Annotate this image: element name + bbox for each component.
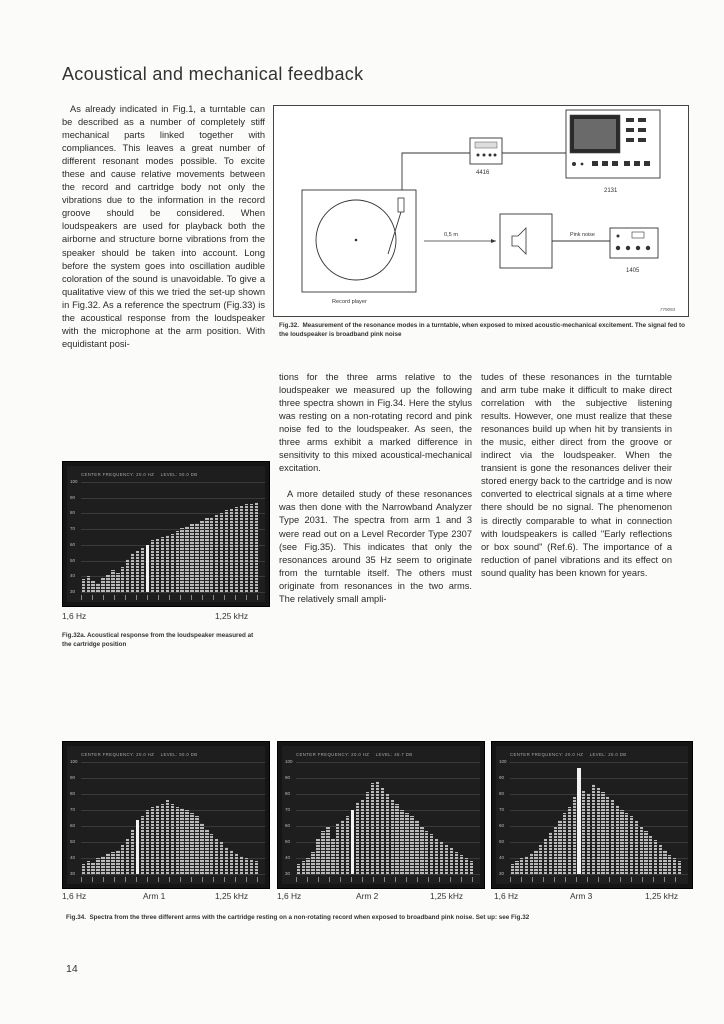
display-header: CENTER FREQUENCY: 20.0 HZ LEVEL: 45.7 DB [296,752,413,757]
spectrum-screen [67,746,265,884]
spectrum-bar [336,823,339,874]
spectrum-bar [210,517,213,592]
label-record-player: Record player [332,299,367,305]
spectrum-bar [126,559,129,592]
spectrum-bar [341,820,344,874]
label-1405: 1405 [626,268,640,274]
spectrum-bar [371,783,374,874]
spectrum-bar [116,573,119,592]
spectrum-bar [549,832,552,874]
generator-1405 [610,228,658,258]
spectrum-bar [668,855,671,874]
spectrum-bar [346,816,349,874]
arm2-label: Arm 2 [356,891,379,901]
spectrum-bar [255,861,258,874]
y-tick-label: 80 [499,791,505,796]
spectrum-bar [678,861,681,874]
spectrum-bar [171,534,174,592]
spectrum-bar [331,839,334,874]
display-header: CENTER FREQUENCY: 20.0 HZ LEVEL: 50.0 DB [81,752,198,757]
tonearm-base [398,198,404,212]
grid-line [296,762,480,763]
spectrum-bar [326,826,329,874]
y-tick-label: 90 [499,775,505,780]
spectrum-bar [391,800,394,874]
spectrum-bar [539,845,542,874]
spectrum-bar [82,864,85,874]
spectrum-bar [415,820,418,874]
spectrum-bar [245,504,248,592]
spectrum-bar [644,831,647,874]
spectrum-bar [465,858,468,874]
spectrum-bar [171,804,174,874]
spectrum-bar [101,856,104,874]
display-header: CENTER FREQUENCY: 20.0 HZ LEVEL: 50.0 DB [81,472,198,477]
body-text-column-1 [62,103,265,351]
spectrum-bar [151,807,154,874]
y-tick-label: 70 [499,807,505,812]
label-pink-noise: Pink noise [570,232,595,238]
spectrum-bar [161,537,164,592]
analyzer-4416 [470,138,502,164]
paragraph: tions for the three arms relative to the loudspeaker we measured up the following three spectra shown in Fig.34. Here the stylus was resting on a non-rotating record and pink noise fed to the loudspeaker. As seen, the three arms exhibit a marked difference in sensitivity to this mixed acoustical-mechanical excitation. [279,372,472,474]
spectrum-bar [230,509,233,592]
spectrum-bar [87,861,90,874]
y-tick-label: 30 [285,871,291,876]
y-tick-label: 100 [70,759,78,764]
spectrum-screen [282,746,480,884]
grid-line [81,482,265,483]
spectrum-bar [101,578,104,592]
spectrum-bar [106,853,109,874]
caption-text: Acoustical response from the loudspeaker measured at the cartridge position [62,632,254,648]
grid-line [81,874,265,875]
spectrum-bar [91,581,94,592]
measurement-setup-diagram [274,106,688,316]
paragraph: A more detailed study of these resonances was then done with the Narrowband Analyzer Type 2031. The spectra from arm 1 and 3 were read out on a Level Recorder Type 2307 (see Fig.35). This indicates that only the resonances around 35 Hz seem to originate from the turntable itself. The others must originate from resonances in the two arms. The relatively small ampli- [279,489,472,604]
frequency-tick-row [296,877,474,882]
y-tick-label: 30 [499,871,505,876]
y-tick-label: 80 [285,791,291,796]
spectrum-bar [366,792,369,874]
paragraph: tudes of these resonances in the turntable and arm tube make it difficult to make direct correlation with the subjective listening results. However, one must realize that these resonances build up when hit by transients in the music, either direct from the groove or indirect via the loudspeaker. When the transient is gone the resonances deliver their stored energy back to the cartridge and is now converted to electrical signals at a time where there should be no signal. The phenomenon is directly comparable to what in connection with loudspeakers is called "Early reflections or box sound" (Ref.6). The importance of a reduction of panel vibrations and its effect on sound quality has been known for years. [481,372,672,578]
y-tick-label: 50 [70,557,76,563]
display-header: CENTER FREQUENCY: 20.0 HZ LEVEL: 20.0 DB [510,752,627,757]
grid-line [510,874,688,875]
spectrum-bar [435,839,438,874]
y-tick-label: 60 [70,823,76,828]
spectrum-bar [361,800,364,874]
label-2131: 2131 [604,188,618,194]
spectrum-bar-highlighted [146,545,149,592]
fig32-diagram [273,105,689,317]
spectrum-bar [126,839,129,874]
spectrum-bar [235,507,238,592]
spectrum-bar [649,836,652,874]
spectrum-bar [592,784,595,874]
spectrum-bar [195,523,198,592]
fig32a-x-end: 1,25 kHz [215,611,249,621]
y-tick-label: 40 [70,573,76,579]
spectrum-bar [250,504,253,592]
spectrum-bar [470,861,473,874]
spectrum-bar [311,852,314,874]
frequency-tick-row [81,877,259,882]
spectrum-bar [176,807,179,874]
body-text-column-3 [481,371,672,580]
spectrum-bar [511,864,514,874]
analyzer-2131 [566,110,660,178]
spectrum-screen [67,466,265,602]
spectrum-bar [205,829,208,874]
spectrum-bar [400,810,403,874]
arm1-label: Arm 1 [143,891,166,901]
spectrum-bar [630,816,633,874]
y-tick-label: 60 [499,823,505,828]
grid-line [81,498,265,499]
arm2-x-end: 1,25 kHz [430,891,464,901]
spectrum-bar [235,853,238,874]
spectrum-bar [225,510,228,592]
y-tick-label: 50 [70,839,76,844]
spectrum-bar [215,839,218,874]
spectrum-bar [210,834,213,874]
spectrum-bar [156,539,159,592]
spectrum-bar [440,842,443,874]
y-tick-label: 70 [285,807,291,812]
fig32a-caption [62,631,262,649]
spectrum-bar [640,826,643,874]
spectrum-bar [200,823,203,874]
spectrum-bar [220,842,223,874]
spectrum-bar [185,526,188,592]
grid-line [510,778,688,779]
spectrum-bar [460,855,463,874]
y-tick-label: 50 [499,839,505,844]
caption-text: Measurement of the resonance modes in a turntable, when exposed to mixed acoustic-mechanical excitement. The signal fed to the loudspeaker is broadband pink noise [279,322,685,338]
spectrum-bar [96,583,99,592]
caption-label: Fig.34. [66,914,86,921]
grid-line [81,778,265,779]
spectrum-bar [121,845,124,874]
spectrum-bar [376,781,379,874]
spectrum-bar [597,788,600,874]
fig34-caption [66,913,691,922]
spectrum-bar [534,850,537,874]
spectrum-bar [141,548,144,592]
arm2-x-start: 1,6 Hz [277,891,302,901]
spectrum-bar [146,810,149,874]
caption-text: Spectra from the three different arms with the cartridge resting on a non-rotating record when exposed to broadband pink noise. Set up: see Fig.32 [89,914,530,921]
spectrum-bar [180,808,183,874]
spectrum-bar [616,805,619,874]
spectrum-bar [611,800,614,874]
spectrum-bar [654,840,657,874]
spectrum-bar [445,845,448,874]
spectrum-bar [240,506,243,592]
spectrum-bar [515,861,518,874]
spectrum-bar [587,794,590,874]
y-tick-label: 90 [285,775,291,780]
y-tick-label: 70 [70,526,76,532]
spectrum-bar [544,839,547,874]
body-text-column-2 [279,371,472,606]
spectrum-bar [568,807,571,874]
y-tick-label: 90 [70,775,76,780]
spectrum-bar [190,813,193,874]
arm1-x-end: 1,25 kHz [215,891,249,901]
spectrum-bar [96,858,99,874]
fig34-arm3-spectrum-display [491,741,693,889]
spectrum-bar [450,848,453,874]
spectrum-bar [635,821,638,874]
spectrum-bar [297,864,300,874]
spectrum-bar [151,540,154,592]
caption-label: Fig.32a. [62,632,86,639]
grid-line [81,794,265,795]
spectrum-bar [176,531,179,592]
spectrum-bar [87,576,90,592]
y-tick-label: 80 [70,510,76,516]
fig32-caption [279,321,685,339]
spectrum-bar [573,797,576,874]
spectrum-bar [520,858,523,874]
spectrum-bar [215,515,218,592]
y-tick-label: 40 [285,855,291,860]
spectrum-bar [386,794,389,874]
spectrum-bar [121,567,124,592]
spectrum-bar [606,796,609,874]
spectrum-bar [381,788,384,874]
page-title: Acoustical and mechanical feedback [62,64,364,84]
spectrum-bar [601,792,604,874]
figure-reference: 779093 [660,307,676,312]
spectrum-bar [620,810,623,874]
frequency-tick-row [81,595,259,600]
grid-line [296,874,480,875]
spectrum-bar [205,518,208,592]
spectrum-bar [558,820,561,874]
y-tick-label: 50 [285,839,291,844]
spectrum-bar [180,528,183,592]
y-tick-label: 40 [70,855,76,860]
spectrum-bar [425,831,428,874]
spectrum-bar [420,826,423,874]
fig34-arm2-spectrum-display [277,741,485,889]
spectrum-bar [190,524,193,592]
label-4416: 4416 [476,170,490,176]
spectrum-bar [563,813,566,874]
arm3-x-start: 1,6 Hz [494,891,519,901]
spectrum-bar [663,850,666,874]
spectrum-bar [245,858,248,874]
y-tick-label: 60 [70,541,76,547]
grid-line [296,778,480,779]
spectrum-bar-highlighted [351,810,354,874]
spectrum-bar [131,553,134,592]
spectrum-bar [185,810,188,874]
spectrum-bar [230,850,233,874]
spectrum-bar [255,502,258,592]
grid-line [510,762,688,763]
spectrum-bar [111,852,114,874]
spectrum-bar [225,847,228,874]
y-tick-label: 60 [285,823,291,828]
spectrum-bar [141,816,144,874]
y-tick-label: 90 [70,494,76,500]
y-tick-label: 30 [70,871,76,876]
spectrum-bar [302,861,305,874]
spectrum-bar [410,816,413,874]
y-tick-label: 100 [499,759,507,764]
spectrum-bar [200,521,203,592]
y-tick-label: 30 [70,589,76,594]
spectrum-screen [496,746,688,884]
spectrum-bar [659,845,662,874]
spectrum-bar [195,816,198,874]
spectrum-bar [156,805,159,874]
spectrum-bar [356,802,359,874]
spectrum-bar [220,513,223,592]
spectrum-bar [673,858,676,874]
grid-line [81,592,265,593]
spectrum-bar [116,850,119,874]
spectrum-bar [306,858,309,874]
spectrum-bar [554,826,557,874]
spectrum-bar [131,829,134,874]
y-tick-label: 40 [499,855,505,860]
spectrum-bar [136,551,139,592]
spectrum-bar-highlighted [577,768,580,874]
paragraph: As already indicated in Fig.1, a turntable can be described as a number of completely stiff mechanical parts linked together with compliances. This leaves a great number of different resonant modes possible. To excite these and cause relative movements between the record and cartridge body not only the vibrations due to the information in the record groove should be considered. When loudspeakers are used for playback both the airborne and structure borne vibrations from the speaker should be taken into account. Long before the system goes into oscillation audible coloration of the sound is unavoidable. To give a qualitative view of this we tried the set-up shown in Fig.32. As a reference the spectrum (Fig.33) is the acoustical response from the loudspeaker with the microphone at the arm position. With equidistant posi- [62,104,265,349]
spectrum-bar [455,852,458,874]
spectrum-bar [316,839,319,874]
spectrum-bar [530,853,533,874]
frequency-tick-row [510,877,682,882]
y-tick-label: 100 [70,479,78,484]
arm1-x-start: 1,6 Hz [62,891,87,901]
spectrum-bar [161,804,164,874]
fig32a-x-start: 1,6 Hz [62,611,87,621]
spectrum-bar [166,535,169,592]
arm3-x-end: 1,25 kHz [645,891,679,901]
spectrum-bar [625,813,628,874]
spectrum-bar [405,813,408,874]
arm3-label: Arm 3 [570,891,593,901]
y-tick-label: 100 [285,759,293,764]
label-distance: 0,5 m [444,232,458,238]
y-tick-label: 80 [70,791,76,796]
spectrum-bar [582,791,585,874]
fig32a-spectrum-display [62,461,270,607]
spectrum-bar [430,834,433,874]
fig34-arm1-spectrum-display [62,741,270,889]
spectrum-bar [91,863,94,874]
spectrum-bar-highlighted [136,820,139,874]
spectrum-bar [82,579,85,592]
caption-label: Fig.32. [279,322,299,329]
spectrum-bar [240,856,243,874]
spectrum-bar [395,804,398,874]
spectrum-bar [321,831,324,874]
spectrum-bar [106,575,109,592]
y-tick-label: 70 [70,807,76,812]
grid-line [81,762,265,763]
spectrum-bar [166,800,169,874]
spectrum-bar [525,856,528,874]
spectrum-bar [111,570,114,592]
page-number: 14 [66,963,78,975]
spectrum-bar [250,860,253,874]
